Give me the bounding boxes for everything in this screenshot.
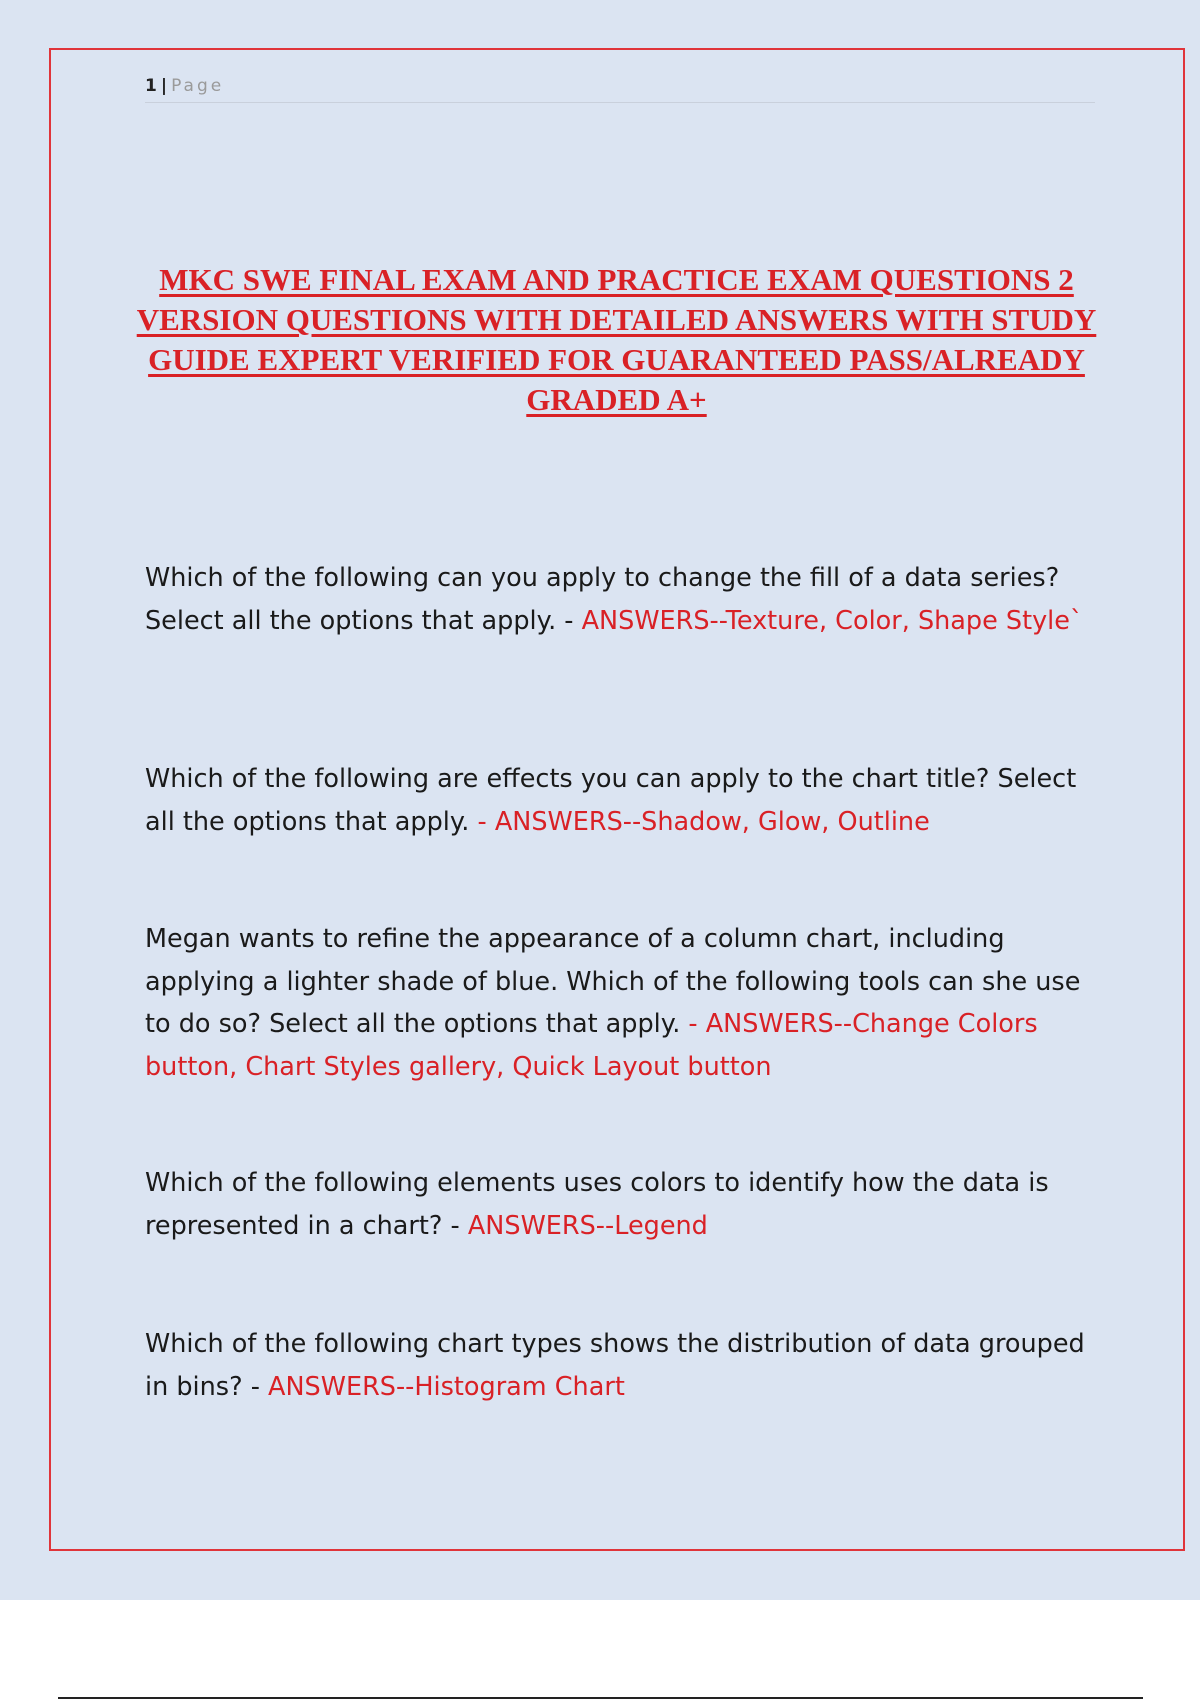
answer-text: ANSWERS--Legend bbox=[467, 1210, 708, 1241]
next-page-rule bbox=[58, 1697, 1143, 1699]
question-item bbox=[145, 1323, 1095, 1408]
question-text: Megan wants to refine the appearance of a column chart, including applying a lighter shade of blue. Which of the following tools can she use to do so? Select all the options that apply. bbox=[145, 924, 1081, 1039]
question-text: Which of the following elements uses colors to identify how the data is represented in a chart? - bbox=[145, 1168, 1049, 1241]
page-label: Page bbox=[171, 76, 225, 96]
page-header bbox=[145, 74, 1095, 103]
page-number: 1 bbox=[145, 76, 157, 96]
question-text: Which of the following can you apply to change the fill of a data series? Select all the options that apply. - bbox=[145, 563, 1060, 636]
question-text: Which of the following chart types shows the distribution of data grouped in bins? - bbox=[145, 1329, 1085, 1402]
answer-text: ANSWERS--Histogram Chart bbox=[268, 1371, 625, 1402]
question-item bbox=[145, 557, 1095, 642]
page-separator: | bbox=[160, 76, 168, 96]
question-item bbox=[145, 758, 1095, 843]
question-item bbox=[145, 918, 1095, 1088]
document-title: MKC SWE FINAL EXAM AND PRACTICE EXAM QUESTIONS 2 VERSION QUESTIONS WITH DETAILED ANSWERS WITH STUDY GUIDE EXPERT VERIFIED FOR GUARANTEED PASS/ALREADY GRADED A+ bbox=[136, 262, 1097, 417]
question-text: Which of the following are effects you can apply to the chart title? Select all the options that apply. bbox=[145, 764, 1077, 837]
answer-text: ANSWERS--Texture, Color, Shape Style` bbox=[581, 605, 1083, 636]
question-item bbox=[145, 1162, 1095, 1247]
answer-text: - ANSWERS--Shadow, Glow, Outline bbox=[477, 806, 930, 837]
answer-text: - ANSWERS--Change Colors button, Chart Styles gallery, Quick Layout button bbox=[145, 1009, 1038, 1082]
